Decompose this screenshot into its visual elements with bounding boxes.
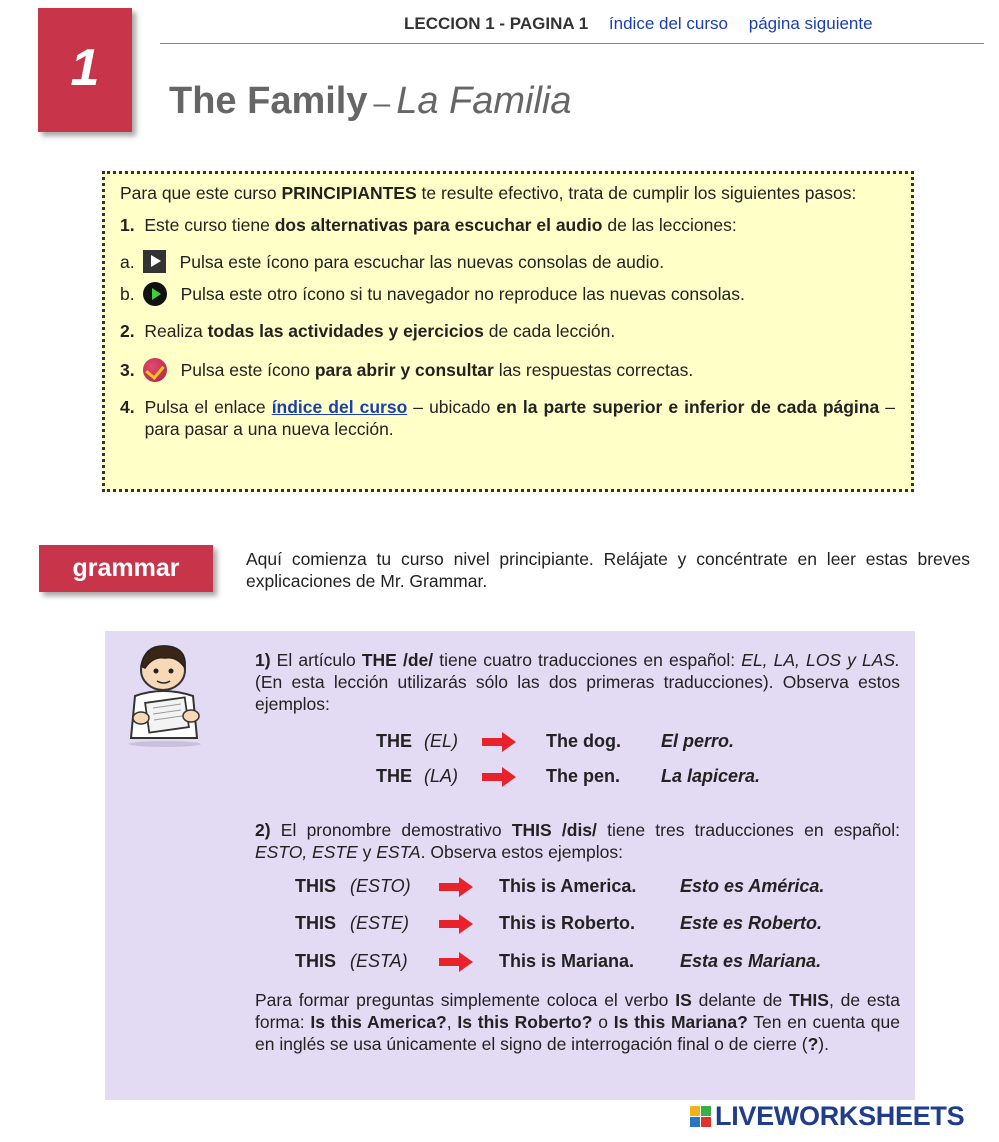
point-bold: THIS (789, 990, 829, 1010)
point-italic: ESTA (376, 842, 421, 862)
option-text: Pulsa este otro ícono si tu navegador no reproduce las nuevas consolas. (180, 284, 745, 304)
step-text: – ubicado (407, 397, 497, 417)
example-spanish: La lapicera. (661, 766, 761, 786)
grammar-point-2 (255, 819, 900, 863)
example-row (376, 766, 796, 790)
point-text: y (357, 842, 377, 862)
example-translation: (ESTA) (350, 951, 408, 971)
point-text: tiene cuatro traducciones en español: (433, 650, 742, 670)
example-english: This is America. (499, 876, 637, 896)
point-number: 2) (255, 820, 271, 840)
step-bold: para abrir y consultar (314, 360, 494, 380)
intro-bold: PRINCIPIANTES (281, 183, 417, 203)
example-spanish: Esto es América. (680, 876, 825, 896)
header-divider (160, 43, 984, 44)
example-translation: (EL) (424, 731, 459, 751)
point-text: El artículo (270, 650, 362, 670)
step-number: 2. (120, 321, 135, 341)
example-spanish: El perro. (661, 731, 735, 751)
liveworksheets-logo (690, 1101, 964, 1132)
point-text: ). (818, 1034, 829, 1054)
intro-text-2: te resulte efectivo, trata de cumplir los siguientes pasos: (416, 183, 857, 203)
mr-grammar-illustration (115, 638, 215, 748)
course-index-link-inline[interactable]: índice del curso (271, 397, 408, 417)
example-translation: (LA) (424, 766, 459, 786)
lesson-page-label: LECCION 1 - PAGINA 1 (404, 14, 589, 33)
point-bold: Is this Mariana? (613, 1012, 748, 1032)
point-bold: ? (807, 1034, 819, 1054)
option-label: b. (120, 284, 135, 304)
grammar-intro: Aquí comienza tu curso nivel principiante. Relájate y concéntrate en leer estas breves explicaciones de Mr. Grammar. (246, 549, 970, 591)
point-bold: THIS /dis/ (511, 820, 597, 840)
example-word: THIS (295, 951, 337, 971)
page-title (169, 80, 571, 123)
title-dash: – (373, 87, 391, 120)
example-english: The dog. (546, 731, 621, 751)
example-row (295, 951, 875, 975)
step-text: Pulsa el enlace (144, 397, 272, 417)
title-english: The Family (169, 80, 368, 122)
red-arrow-icon (439, 952, 473, 972)
point-text: . Observa estos ejemplos: (420, 842, 623, 862)
next-page-link[interactable]: página siguiente (748, 14, 873, 33)
step-text: – para pasar a una nueva lección. (144, 397, 896, 439)
red-arrow-icon (439, 877, 473, 897)
example-word: THE (376, 766, 412, 786)
step-text: Este curso tiene (144, 215, 275, 235)
step-text: Realiza (144, 321, 208, 341)
red-arrow-icon (439, 914, 473, 934)
red-arrow-icon (482, 767, 516, 787)
step-text: de cada lección. (483, 321, 616, 341)
example-spanish: Esta es Mariana. (680, 951, 822, 971)
course-index-link[interactable]: índice del curso (608, 14, 728, 33)
example-spanish: Este es Roberto. (680, 913, 823, 933)
play-square-icon[interactable] (143, 250, 166, 273)
example-translation: (ESTO) (350, 876, 411, 896)
point-number: 1) (255, 650, 271, 670)
logo-grid-icon (690, 1106, 711, 1127)
point-bold: Is this America? (310, 1012, 447, 1032)
point-italic: EL, LA, LOS y LAS. (741, 650, 900, 670)
instructions-box (102, 171, 914, 492)
step-1b (120, 282, 895, 306)
example-word: THIS (295, 876, 337, 896)
point-text: , (446, 1012, 458, 1032)
step-2 (120, 320, 895, 342)
step-text: de las lecciones: (602, 215, 737, 235)
example-word: THE (376, 731, 412, 751)
point-text: El pronombre demostrativo (270, 820, 512, 840)
step-number: 1. (120, 215, 135, 235)
point-text: , de esta forma: (255, 990, 900, 1032)
example-english: This is Roberto. (499, 913, 636, 933)
step-3 (120, 358, 895, 382)
point-text: Para formar preguntas simplemente coloca el verbo (255, 990, 676, 1010)
logo-text: LIVEWORKSHEETS (715, 1101, 965, 1131)
point-bold: THE /de/ (361, 650, 434, 670)
step-text: las respuestas correctas. (493, 360, 694, 380)
grammar-point-3 (255, 989, 900, 1055)
option-label: a. (120, 251, 135, 272)
example-row (295, 913, 875, 937)
example-word: THIS (295, 913, 337, 933)
point-text: (En esta lección utilizarás sólo las dos primeras traducciones). Observa estos ejemplos: (255, 672, 900, 714)
step-bold: dos alternativas para escuchar el audio (274, 215, 603, 235)
point-text: tiene tres traducciones en español: (596, 820, 900, 840)
point-italic: ESTO, ESTE (255, 842, 358, 862)
step-4-text (145, 396, 895, 440)
step-number: 3. (120, 360, 135, 380)
intro-text: Para que este curso (120, 183, 282, 203)
title-spanish: La Familia (396, 80, 572, 122)
step-bold: en la parte superior e inferior de cada página (496, 397, 880, 417)
step-4 (120, 396, 895, 440)
point-bold: IS (675, 990, 692, 1010)
example-english: The pen. (546, 766, 621, 786)
step-1 (120, 214, 895, 236)
grammar-label: grammar (39, 545, 213, 592)
example-row (376, 731, 796, 755)
red-arrow-icon (482, 732, 516, 752)
step-number: 4. (120, 397, 135, 417)
play-circle-icon[interactable] (143, 282, 167, 306)
instructions-intro (120, 182, 895, 204)
example-english: This is Mariana. (499, 951, 635, 971)
lesson-number: 1 (70, 39, 100, 97)
point-bold: Is this Roberto? (457, 1012, 593, 1032)
option-text: Pulsa este ícono para escuchar las nuevas consolas de audio. (179, 251, 665, 272)
example-translation: (ESTE) (350, 913, 410, 933)
answer-check-icon[interactable] (143, 358, 167, 382)
point-text: Ten en cuenta que en inglés se usa únicamente el signo de interrogación final o de cierre ( (255, 1012, 900, 1054)
step-bold: todas las actividades y ejercicios (207, 321, 484, 341)
lesson-number-badge (38, 8, 132, 132)
step-text: Pulsa este ícono (180, 360, 315, 380)
top-navigation (404, 14, 873, 34)
grammar-point-1 (255, 649, 900, 715)
point-text: o (592, 1012, 614, 1032)
step-1a (120, 250, 895, 273)
point-text: delante de (691, 990, 790, 1010)
example-row (295, 876, 875, 900)
